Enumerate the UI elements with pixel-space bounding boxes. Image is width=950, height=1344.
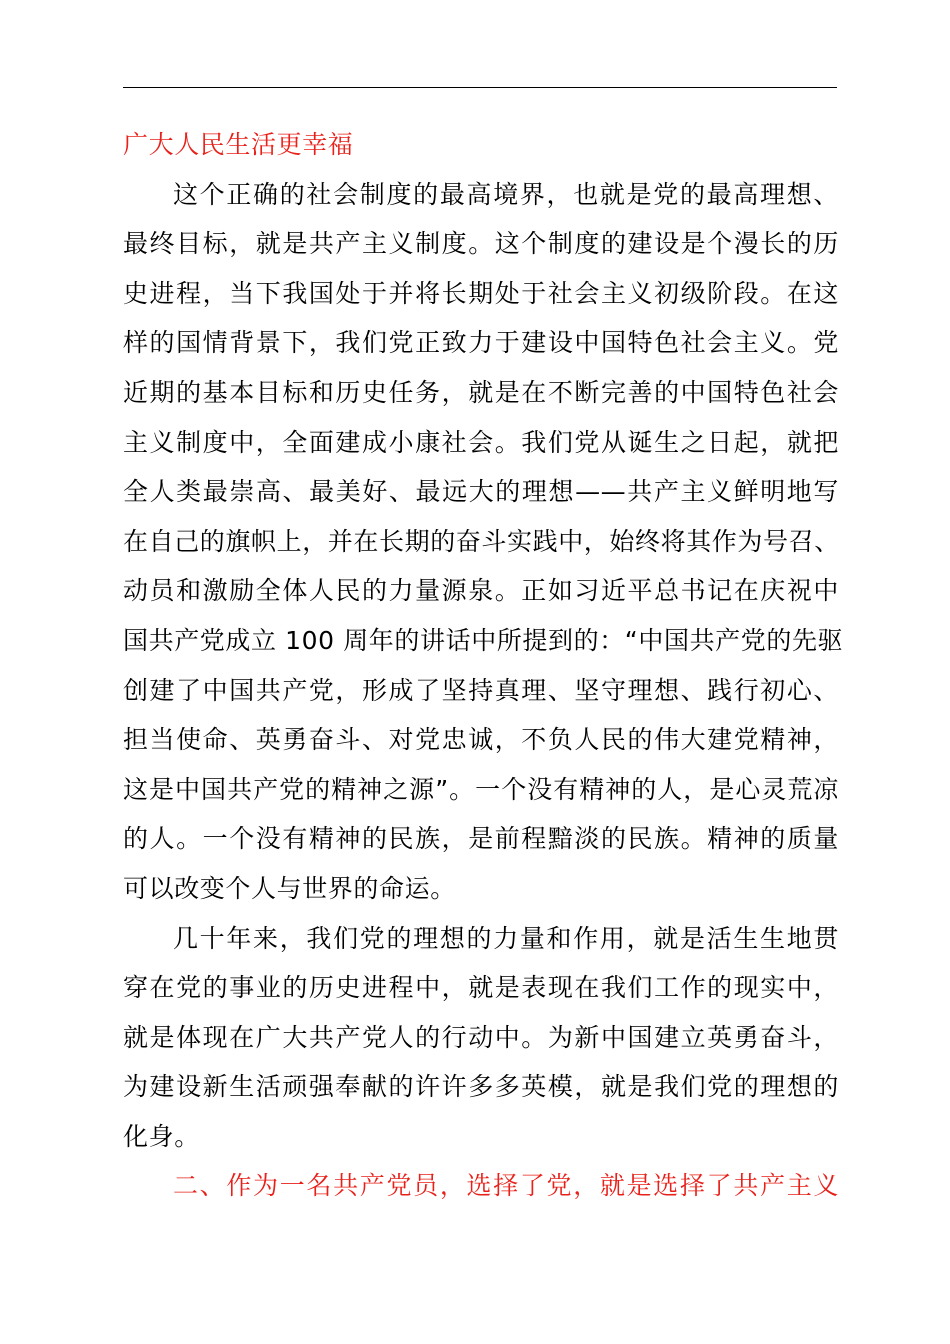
paragraph-1-line-4: 样的国情背景下，我们党正致力于建设中国特色社会主义。党 bbox=[123, 328, 839, 358]
paragraph-1-line-10: 国共产党成立 100 周年的讲话中所提到的：“中国共产党的先驱 bbox=[123, 625, 844, 655]
paragraph-1-line-9: 动员和激励全体人民的力量源泉。正如习近平总书记在庆祝中 bbox=[123, 576, 839, 606]
paragraph-1-line-14: 的人。一个没有精神的民族，是前程黯淡的民族。精神的质量 bbox=[123, 824, 839, 854]
section-heading-2: 二、作为一名共产党员，选择了党，就是选择了共产主义 bbox=[173, 1171, 839, 1201]
paragraph-1-line-13: 这是中国共产党的精神之源”。一个没有精神的人，是心灵荒凉 bbox=[123, 774, 839, 804]
paragraph-1-line-1: 这个正确的社会制度的最高境界，也就是党的最高理想、 bbox=[173, 179, 839, 209]
paragraph-1-line-11: 创建了中国共产党，形成了坚持真理、坚守理想、践行初心、 bbox=[123, 675, 839, 705]
header-rule bbox=[123, 87, 837, 88]
paragraph-1-line-6: 主义制度中，全面建成小康社会。我们党从诞生之日起，就把 bbox=[123, 427, 839, 457]
paragraph-2-line-5: 化身。 bbox=[123, 1121, 200, 1151]
paragraph-1-line-2: 最终目标，就是共产主义制度。这个制度的建设是个漫长的历 bbox=[123, 229, 839, 259]
paragraph-1-line-8: 在自己的旗帜上，并在长期的奋斗实践中，始终将其作为号召、 bbox=[123, 526, 840, 556]
paragraph-2-line-2: 穿在党的事业的历史进程中，就是表现在我们工作的现实中， bbox=[123, 973, 839, 1003]
paragraph-1-line-3: 史进程，当下我国处于并将长期处于社会主义初级阶段。在这 bbox=[123, 278, 839, 308]
paragraph-2-line-3: 就是体现在广大共产党人的行动中。为新中国建立英勇奋斗， bbox=[123, 1022, 839, 1052]
paragraph-1-line-15: 可以改变个人与世界的命运。 bbox=[123, 873, 456, 903]
paragraph-2-line-4: 为建设新生活顽强奉献的许许多多英模，就是我们党的理想的 bbox=[123, 1072, 839, 1102]
section-heading-continuation: 广大人民生活更幸福 bbox=[123, 130, 354, 159]
paragraph-2-line-1: 几十年来，我们党的理想的力量和作用，就是活生生地贯 bbox=[173, 923, 839, 953]
document-body bbox=[123, 120, 844, 1211]
paragraph-1-line-7: 全人类最崇高、最美好、最远大的理想——共产主义鲜明地写 bbox=[123, 477, 839, 507]
paragraph-1-line-12: 担当使命、英勇奋斗、对党忠诚，不负人民的伟大建党精神， bbox=[123, 725, 839, 755]
paragraph-1-line-5: 近期的基本目标和历史任务，就是在不断完善的中国特色社会 bbox=[123, 377, 839, 407]
